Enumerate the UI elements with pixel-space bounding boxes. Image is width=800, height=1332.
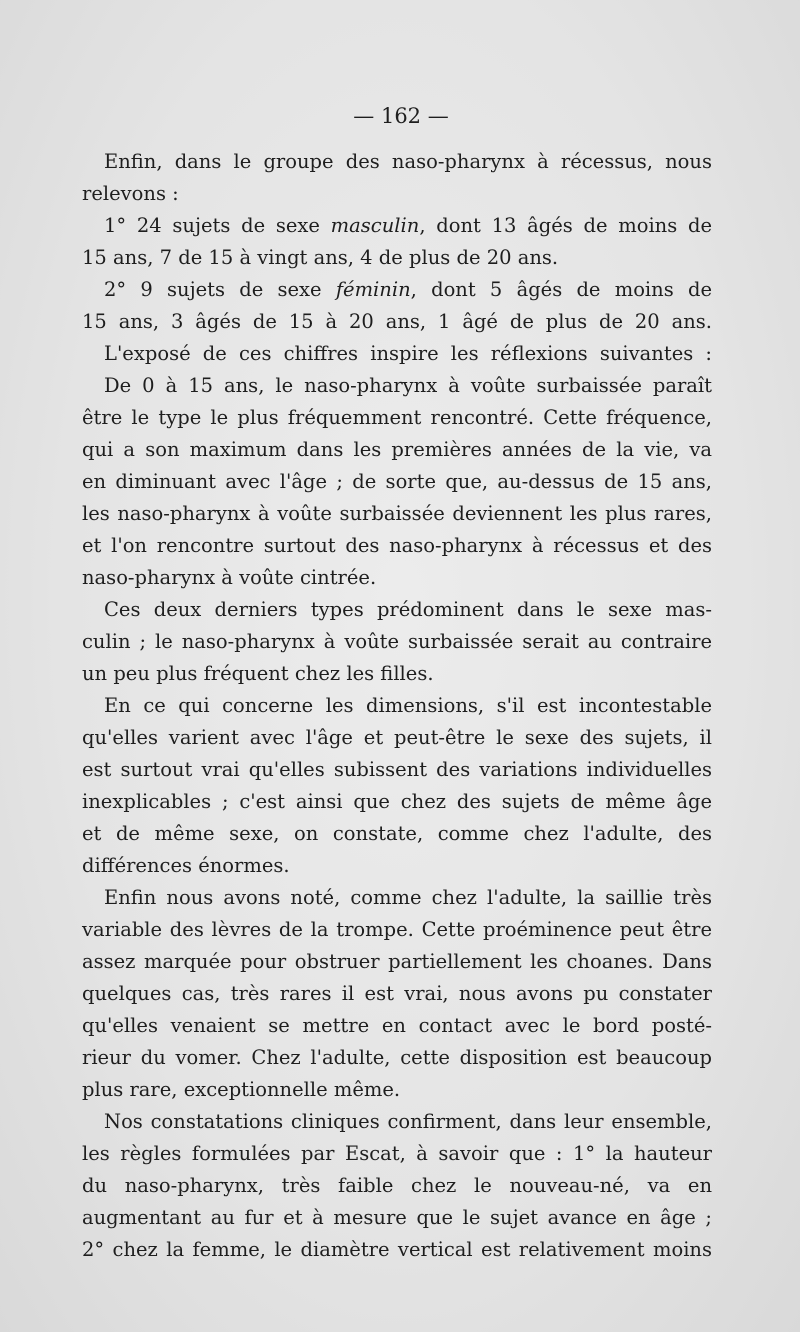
text-line: qui a son maximum dans les premières années de la vie, va	[82, 438, 712, 461]
text-line: un peu plus fréquent chez les filles.	[82, 662, 434, 685]
text-segment: , dont 13 âgés de moins de	[419, 214, 712, 237]
text-line: quelques cas, très rares il est vrai, nous avons pu constater	[82, 982, 712, 1005]
italic-term: féminin	[335, 278, 411, 301]
text-line: qu'elles venaient se mettre en contact avec le bord posté-	[82, 1014, 712, 1037]
text-line: les naso-pharynx à voûte surbaissée deviennent les plus rares,	[82, 502, 712, 525]
book-page	[82, 98, 712, 1266]
text-line: Enfin nous avons noté, comme chez l'adulte, la saillie très	[104, 886, 712, 909]
text-segment: 1° 24 sujets de sexe	[104, 214, 331, 237]
text-line: 15 ans, 7 de 15 à vingt ans, 4 de plus de 20 ans.	[82, 246, 559, 269]
text-line: assez marquée pour obstruer partiellement les choanes. Dans	[82, 950, 712, 973]
text-line: rieur du vomer. Chez l'adulte, cette disposition est beaucoup	[82, 1046, 712, 1069]
text-line: qu'elles varient avec l'âge et peut-être le sexe des sujets, il	[82, 726, 712, 749]
text-line: différences énormes.	[82, 854, 290, 877]
text-line: du naso-pharynx, très faible chez le nouveau-né, va en	[82, 1174, 712, 1197]
text-line: est surtout vrai qu'elles subissent des variations individuelles	[82, 758, 712, 781]
text-line: relevons :	[82, 182, 179, 205]
text-line: 2° chez la femme, le diamètre vertical est relativement moins	[82, 1238, 712, 1261]
text-line: en diminuant avec l'âge ; de sorte que, au-dessus de 15 ans,	[82, 470, 712, 493]
text-line: En ce qui concerne les dimensions, s'il est incontestable	[104, 694, 712, 717]
text-line: augmentant au fur et à mesure que le sujet avance en âge ;	[82, 1206, 712, 1229]
text-line: De 0 à 15 ans, le naso-pharynx à voûte surbaissée paraît	[104, 374, 712, 397]
text-line: culin ; le naso-pharynx à voûte surbaissée serait au contraire	[82, 630, 712, 653]
text-line	[82, 210, 712, 242]
text-line: 15 ans, 3 âgés de 15 à 20 ans, 1 âgé de plus de 20 ans.	[82, 310, 712, 333]
text-line	[82, 274, 712, 306]
italic-term: masculin	[330, 214, 420, 237]
text-line: Nos constatations cliniques confirment, dans leur ensemble,	[104, 1110, 712, 1133]
page-number: — 162 —	[353, 104, 449, 128]
text-line: et l'on rencontre surtout des naso-pharynx à récessus et des	[82, 534, 712, 557]
text-line: L'exposé de ces chiffres inspire les réflexions suivantes :	[104, 342, 712, 365]
text-line: les règles formulées par Escat, à savoir que : 1° la hauteur	[82, 1142, 712, 1165]
text-segment: 2° 9 sujets de sexe	[104, 278, 336, 301]
body-text	[82, 146, 712, 1266]
text-line: plus rare, exceptionnelle même.	[82, 1078, 401, 1101]
text-line: être le type le plus fréquemment rencontré. Cette fréquence,	[82, 406, 712, 429]
text-line: inexplicables ; c'est ainsi que chez des sujets de même âge	[82, 790, 712, 813]
text-line: Enfin, dans le groupe des naso-pharynx à récessus, nous	[104, 150, 712, 173]
text-line: naso-pharynx à voûte cintrée.	[82, 566, 377, 589]
text-line: variable des lèvres de la trompe. Cette proéminence peut être	[82, 918, 712, 941]
text-line: Ces deux derniers types prédominent dans le sexe mas-	[104, 598, 712, 621]
text-segment: , dont 5 âgés de moins de	[410, 278, 712, 301]
text-line: et de même sexe, on constate, comme chez l'adulte, des	[82, 822, 712, 845]
